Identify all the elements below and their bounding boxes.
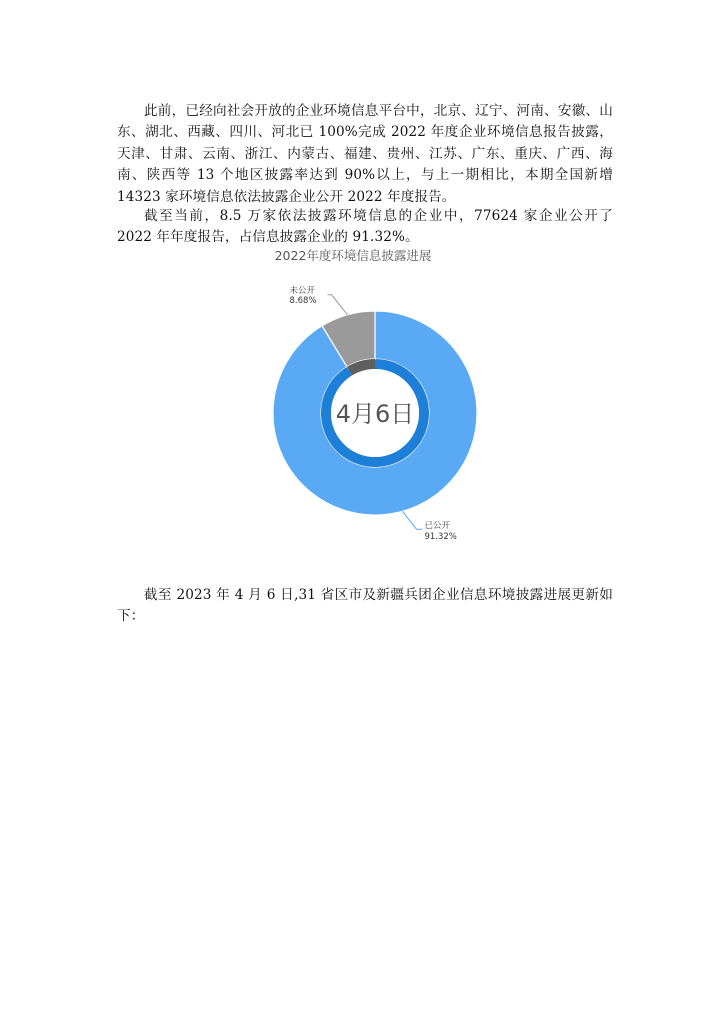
donut-svg	[170, 243, 570, 553]
leader-line-unpublished	[328, 295, 348, 315]
value-published: 91.32%	[424, 532, 457, 543]
leader-line-published	[402, 511, 422, 529]
chart-title: 2022年度环境信息披露进展	[274, 248, 432, 263]
paragraph-disclosure-regions: 此前，已经向社会开放的企业环境信息平台中，北京、辽宁、河南、安徽、山东、湖北、西藏、四川、河北已 100%完成 2022 年度企业环境信息报告披露，天津、甘肃、云南、浙江、内蒙古、福建、贵州、江苏、广东、重庆、广西、海南、陕西等 13 个地区披露率达到 90%以上，与上一期相比，本期全国新增 14323 家环境信息依法披露企业公开 2022 年度报告。	[117, 102, 613, 205]
paragraph-progress-update: 截至 2023 年 4 月 6 日,31 省区市及新疆兵团企业信息环境披露进展更新如下：	[117, 586, 613, 625]
label-unpublished: 未公开	[289, 285, 316, 296]
disclosure-donut-chart	[170, 243, 570, 553]
paragraph-disclosure-rate: 截至当前，8.5 万家依法披露环境信息的企业中，77624 家企业公开了 2022 年年度报告，占信息披露企业的 91.32%。	[117, 207, 613, 246]
value-unpublished: 8.68%	[289, 295, 317, 306]
label-published: 已公开	[424, 521, 450, 532]
center-date-label: 4月6日	[335, 400, 415, 428]
